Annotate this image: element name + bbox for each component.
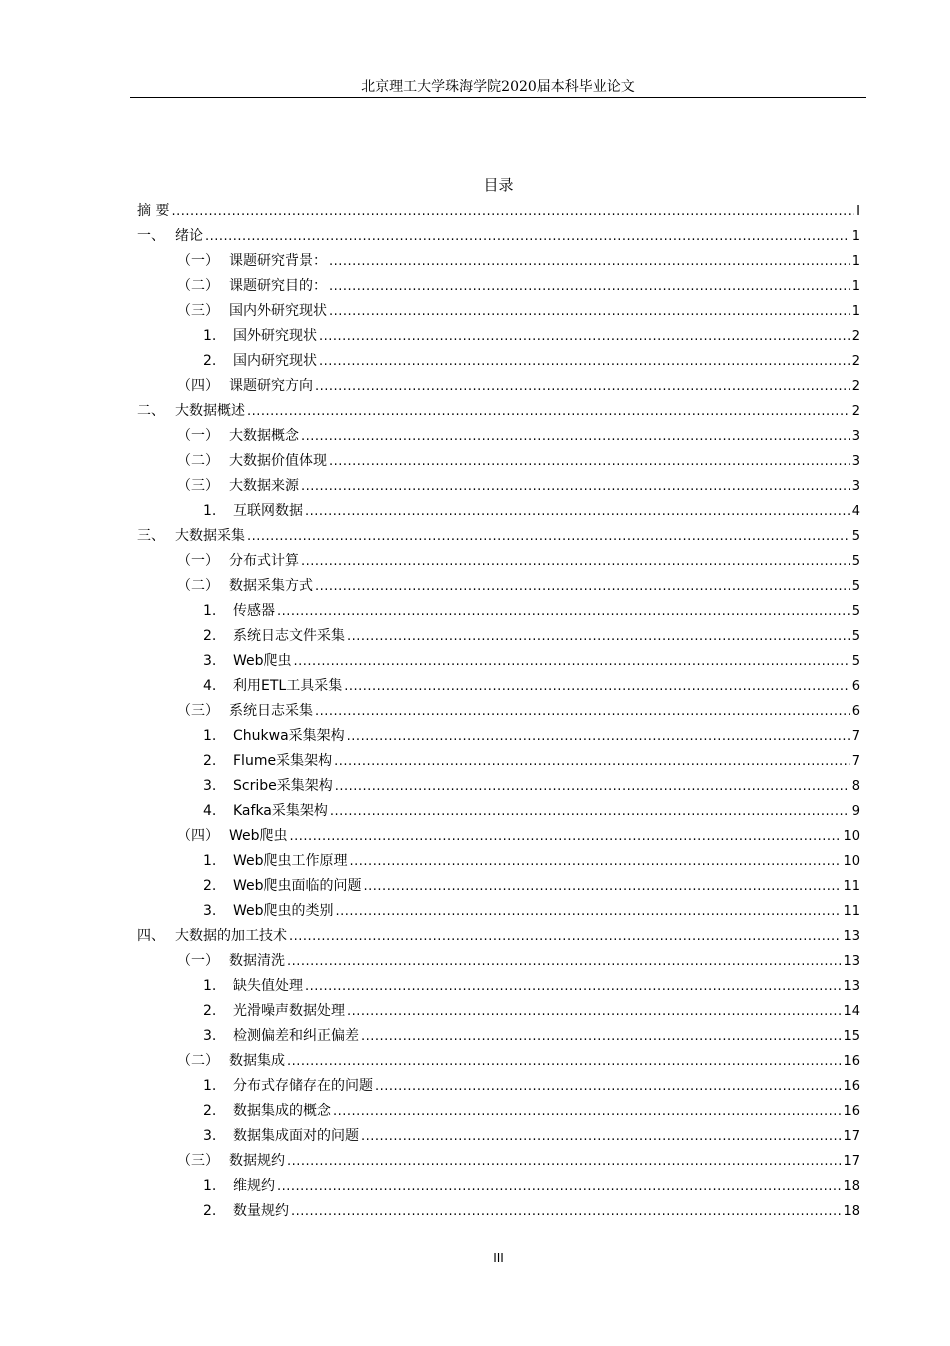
toc-entry-number: 3. — [203, 653, 217, 669]
toc-dot-leader — [289, 924, 841, 949]
toc-entry[interactable] — [137, 449, 860, 474]
toc-entry-title: 国内外研究现状 — [229, 303, 327, 319]
toc-entry-page: 16 — [843, 1104, 860, 1119]
toc-dot-leader — [294, 649, 850, 674]
toc-entry-title: 传感器 — [233, 603, 275, 619]
toc-entry-page: 1 — [851, 304, 860, 319]
toc-entry-title: Web爬虫面临的问题 — [233, 878, 362, 894]
toc-entry-page: 18 — [843, 1179, 860, 1194]
toc-entry[interactable] — [137, 649, 860, 674]
toc-dot-leader — [347, 724, 850, 749]
toc-dot-leader — [335, 774, 850, 799]
toc-dot-leader — [347, 999, 841, 1024]
toc-entry-number: 2. — [203, 1203, 217, 1219]
toc-entry-number: （三） — [177, 478, 219, 494]
toc-dot-leader — [287, 949, 841, 974]
toc-entry-title: Kafka采集架构 — [233, 803, 328, 819]
toc-entry-page: 17 — [843, 1129, 860, 1144]
toc-dot-leader — [305, 499, 850, 524]
toc-entry-number: 一、 — [137, 228, 165, 244]
toc-entry-page: 13 — [843, 979, 860, 994]
toc-dot-leader — [329, 449, 850, 474]
toc-entry-number: 3. — [203, 1128, 217, 1144]
toc-entry[interactable] — [137, 199, 860, 224]
toc-entry[interactable] — [137, 824, 860, 849]
toc-entry-title: 国外研究现状 — [233, 328, 317, 344]
toc-entry-page: 7 — [851, 754, 860, 769]
toc-entry-number: （三） — [177, 703, 219, 719]
toc-entry[interactable] — [137, 1024, 860, 1049]
toc-entry-title: 利用ETL工具采集 — [233, 678, 343, 694]
toc-entry-number: 1. — [203, 728, 217, 744]
toc-entry-page: I — [856, 204, 860, 219]
toc-entry-title: 大数据价值体现 — [229, 453, 327, 469]
toc-entry[interactable] — [137, 249, 860, 274]
toc-entry-title: Web爬虫 — [229, 828, 288, 844]
toc-dot-leader — [329, 249, 850, 274]
toc-entry-title: Flume采集架构 — [233, 753, 333, 769]
toc-entry-page: 2 — [851, 404, 860, 419]
toc-entry-title: 检测偏差和纠正偏差 — [233, 1028, 359, 1044]
toc-entry[interactable] — [137, 1199, 860, 1224]
toc-entry-title: 数据清洗 — [229, 953, 285, 969]
toc-entry-page: 10 — [843, 829, 860, 844]
toc-entry[interactable] — [137, 499, 860, 524]
toc-entry-page: 5 — [851, 629, 860, 644]
toc-entry-number: 1. — [203, 853, 217, 869]
toc-entry-number: （三） — [177, 1153, 219, 1169]
toc-entry-page: 5 — [851, 554, 860, 569]
toc-entry[interactable] — [137, 599, 860, 624]
toc-entry[interactable] — [137, 224, 860, 249]
toc-dot-leader — [315, 574, 850, 599]
toc-dot-leader — [315, 699, 850, 724]
toc-dot-leader — [287, 1149, 841, 1174]
toc-entry-number: 3. — [203, 903, 217, 919]
toc-entry-title: 缺失值处理 — [233, 978, 303, 994]
toc-entry-number: （四） — [177, 378, 219, 394]
toc-entry-page: 2 — [851, 379, 860, 394]
toc-entry-page: 7 — [851, 729, 860, 744]
toc-dot-leader — [344, 674, 850, 699]
toc-entry-number: 2. — [203, 1003, 217, 1019]
running-header: 北京理工大学珠海学院2020届本科毕业论文 — [361, 79, 635, 95]
table-of-contents — [137, 199, 860, 1224]
toc-entry-title: 大数据来源 — [229, 478, 299, 494]
toc-entry[interactable] — [137, 524, 860, 549]
toc-entry-title: 系统日志采集 — [229, 703, 313, 719]
toc-entry-page: 8 — [851, 779, 860, 794]
toc-dot-leader — [287, 1049, 841, 1074]
toc-entry-number: （二） — [177, 453, 219, 469]
toc-entry-page: 5 — [851, 579, 860, 594]
toc-entry-number: 4. — [203, 678, 217, 694]
toc-entry-number: 3. — [203, 1028, 217, 1044]
toc-entry-title: 课题研究目的： — [229, 278, 327, 294]
toc-entry[interactable] — [137, 1149, 860, 1174]
toc-entry[interactable] — [137, 874, 860, 899]
toc-entry-title: Web爬虫的类别 — [233, 903, 334, 919]
toc-entry-number: 1. — [203, 603, 217, 619]
toc-entry[interactable] — [137, 724, 860, 749]
toc-entry-number: 1. — [203, 978, 217, 994]
toc-dot-leader — [290, 824, 842, 849]
toc-entry[interactable] — [137, 349, 860, 374]
toc-dot-leader — [171, 199, 854, 224]
toc-entry-number: 2. — [203, 353, 217, 369]
toc-entry-number: （四） — [177, 828, 219, 844]
toc-entry-number: （二） — [177, 578, 219, 594]
toc-entry-title: 摘 要 — [137, 203, 170, 219]
toc-entry-page: 1 — [851, 279, 860, 294]
toc-entry-number: 2. — [203, 753, 217, 769]
toc-entry-title: 国内研究现状 — [233, 353, 317, 369]
toc-entry-page: 5 — [851, 654, 860, 669]
toc-dot-leader — [319, 349, 850, 374]
toc-entry-page: 3 — [851, 479, 860, 494]
toc-entry-title: 互联网数据 — [233, 503, 303, 519]
toc-entry-page: 6 — [851, 704, 860, 719]
toc-entry-number: 2. — [203, 878, 217, 894]
toc-entry-number: （二） — [177, 1053, 219, 1069]
toc-entry[interactable] — [137, 1049, 860, 1074]
toc-entry-title: 系统日志文件采集 — [233, 628, 345, 644]
toc-entry-title: 大数据概念 — [229, 428, 299, 444]
toc-entry-title: Scribe采集架构 — [233, 778, 333, 794]
toc-entry-number: 四、 — [137, 928, 165, 944]
toc-dot-leader — [319, 324, 850, 349]
toc-entry-title: 课题研究背景： — [229, 253, 327, 269]
toc-entry-number: 2. — [203, 1103, 217, 1119]
toc-entry-page: 11 — [843, 904, 860, 919]
toc-entry[interactable] — [137, 474, 860, 499]
toc-entry[interactable] — [137, 774, 860, 799]
toc-entry[interactable] — [137, 399, 860, 424]
header-rule — [130, 97, 866, 98]
toc-entry[interactable] — [137, 974, 860, 999]
toc-entry-title: 维规约 — [233, 1178, 275, 1194]
toc-entry-title: 分布式存储存在的问题 — [233, 1078, 373, 1094]
toc-entry-page: 10 — [843, 854, 860, 869]
toc-entry[interactable] — [137, 324, 860, 349]
toc-dot-leader — [330, 799, 850, 824]
toc-entry-page: 4 — [851, 504, 860, 519]
toc-entry-page: 15 — [843, 1029, 860, 1044]
toc-entry[interactable] — [137, 1174, 860, 1199]
toc-entry[interactable] — [137, 674, 860, 699]
toc-entry-title: Web爬虫 — [233, 653, 292, 669]
toc-dot-leader — [277, 599, 850, 624]
toc-entry-number: 1. — [203, 503, 217, 519]
toc-entry-page: 16 — [843, 1079, 860, 1094]
toc-dot-leader — [361, 1124, 841, 1149]
toc-entry[interactable] — [137, 1099, 860, 1124]
toc-dot-leader — [315, 374, 850, 399]
toc-dot-leader — [350, 849, 842, 874]
toc-entry[interactable] — [137, 1074, 860, 1099]
toc-entry-page: 1 — [851, 229, 860, 244]
toc-entry[interactable] — [137, 749, 860, 774]
toc-entry-number: 4. — [203, 803, 217, 819]
toc-entry-title: 大数据采集 — [175, 528, 245, 544]
toc-entry-title: 数据集成的概念 — [233, 1103, 331, 1119]
toc-entry-number: 1. — [203, 1178, 217, 1194]
toc-entry-number: （一） — [177, 428, 219, 444]
toc-dot-leader — [301, 474, 850, 499]
toc-entry-number: 二、 — [137, 403, 165, 419]
toc-entry[interactable] — [137, 299, 860, 324]
toc-entry[interactable] — [137, 624, 860, 649]
toc-entry[interactable] — [137, 549, 860, 574]
toc-entry-page: 1 — [851, 254, 860, 269]
toc-entry[interactable] — [137, 799, 860, 824]
toc-dot-leader — [247, 524, 850, 549]
toc-entry-page: 13 — [843, 954, 860, 969]
toc-entry-title: 大数据的加工技术 — [175, 928, 287, 944]
toc-entry-number: 1. — [203, 1078, 217, 1094]
toc-dot-leader — [336, 899, 842, 924]
toc-dot-leader — [301, 549, 850, 574]
toc-entry-page: 6 — [851, 679, 860, 694]
toc-entry[interactable] — [137, 849, 860, 874]
toc-entry-page: 17 — [843, 1154, 860, 1169]
toc-dot-leader — [301, 424, 850, 449]
toc-entry-number: （一） — [177, 953, 219, 969]
page-number: III — [493, 1251, 504, 1265]
toc-dot-leader — [334, 749, 850, 774]
toc-entry-page: 2 — [851, 354, 860, 369]
toc-entry-number: （一） — [177, 553, 219, 569]
toc-entry-title: 数据集成面对的问题 — [233, 1128, 359, 1144]
toc-entry[interactable] — [137, 574, 860, 599]
toc-entry-title: 数据规约 — [229, 1153, 285, 1169]
toc-entry-page: 14 — [843, 1004, 860, 1019]
toc-entry-page: 9 — [851, 804, 860, 819]
toc-entry[interactable] — [137, 699, 860, 724]
toc-entry-title: 大数据概述 — [175, 403, 245, 419]
toc-dot-leader — [291, 1199, 841, 1224]
toc-entry[interactable] — [137, 949, 860, 974]
toc-entry-title: 数据集成 — [229, 1053, 285, 1069]
toc-entry-number: 3. — [203, 778, 217, 794]
toc-entry-title: 课题研究方向 — [229, 378, 313, 394]
toc-entry-number: 三、 — [137, 528, 165, 544]
toc-entry-page: 13 — [843, 929, 860, 944]
toc-dot-leader — [361, 1024, 841, 1049]
toc-entry-page: 16 — [843, 1054, 860, 1069]
toc-entry[interactable] — [137, 374, 860, 399]
toc-entry[interactable] — [137, 999, 860, 1024]
toc-entry-title: Chukwa采集架构 — [233, 728, 345, 744]
toc-entry-page: 18 — [843, 1204, 860, 1219]
toc-entry-page: 2 — [851, 329, 860, 344]
toc-entry-title: 分布式计算 — [229, 553, 299, 569]
toc-dot-leader — [333, 1099, 841, 1124]
toc-entry[interactable] — [137, 924, 860, 949]
toc-entry-title: 数量规约 — [233, 1203, 289, 1219]
toc-dot-leader — [205, 224, 850, 249]
toc-entry-page: 11 — [843, 879, 860, 894]
toc-entry[interactable] — [137, 424, 860, 449]
toc-entry[interactable] — [137, 1124, 860, 1149]
toc-entry-page: 5 — [851, 529, 860, 544]
toc-entry-page: 3 — [851, 454, 860, 469]
toc-dot-leader — [247, 399, 850, 424]
toc-dot-leader — [305, 974, 841, 999]
toc-title: 目录 — [483, 176, 514, 194]
toc-entry[interactable] — [137, 899, 860, 924]
toc-entry-title: 数据采集方式 — [229, 578, 313, 594]
toc-entry-page: 5 — [851, 604, 860, 619]
toc-entry-page: 3 — [851, 429, 860, 444]
toc-entry[interactable] — [137, 274, 860, 299]
toc-dot-leader — [329, 274, 850, 299]
toc-dot-leader — [364, 874, 842, 899]
toc-entry-number: （三） — [177, 303, 219, 319]
toc-dot-leader — [329, 299, 850, 324]
toc-entry-title: 绪论 — [175, 228, 203, 244]
toc-dot-leader — [375, 1074, 841, 1099]
toc-dot-leader — [347, 624, 850, 649]
toc-entry-number: 2. — [203, 628, 217, 644]
toc-entry-number: （一） — [177, 253, 219, 269]
toc-entry-title: Web爬虫工作原理 — [233, 853, 348, 869]
toc-dot-leader — [277, 1174, 841, 1199]
toc-entry-title: 光滑噪声数据处理 — [233, 1003, 345, 1019]
toc-entry-number: （二） — [177, 278, 219, 294]
toc-entry-number: 1. — [203, 328, 217, 344]
